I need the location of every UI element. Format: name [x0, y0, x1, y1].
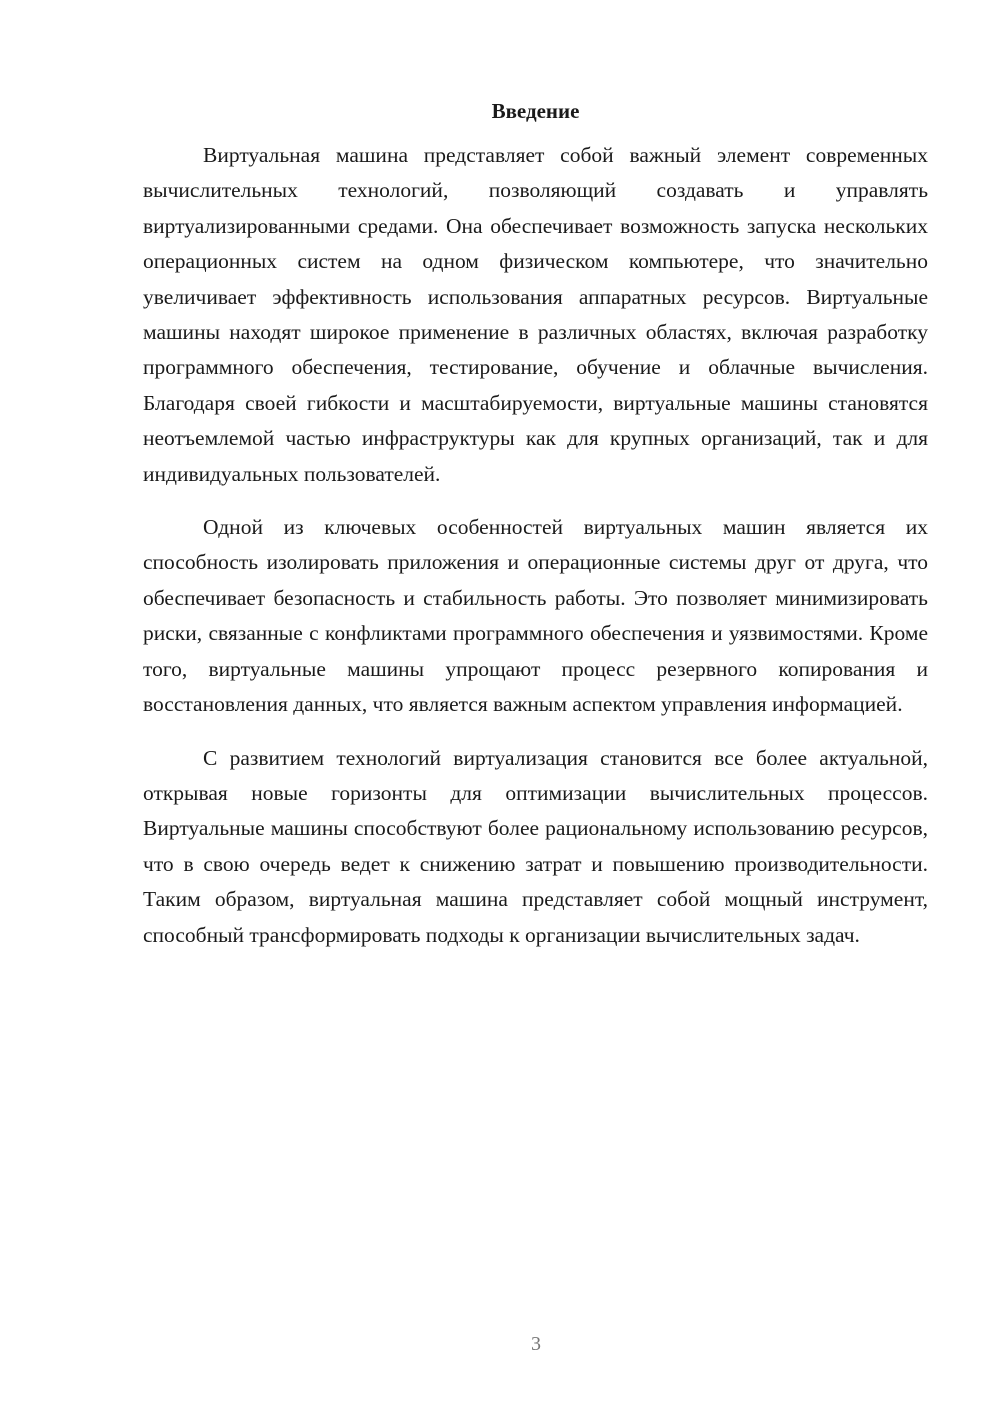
page-number: 3 [531, 1333, 541, 1355]
section-heading: Введение [491, 99, 580, 123]
paragraph-1: Виртуальная машина представляет собой важный элемент современных вычислительных технологий, позволяющий создавать и управлять виртуализированными средами. Она обеспечивает возможность запуска нескольких операционных систем на одном физическом компьютере, что значительно увеличивает эффективность использования аппаратных ресурсов. Виртуальные машины находят широкое применение в различных областях, включая разработку программного обеспечения, тестирование, обучение и облачные вычисления. Благодаря своей гибкости и масштабируемости, виртуальные машины становятся неотъемлемой частью инфраструктуры как для крупных организаций, так и для индивидуальных пользователей. [143, 143, 928, 486]
paragraph-2: Одной из ключевых особенностей виртуальных машин является их способность изолировать приложения и операционные системы друг от друга, что обеспечивает безопасность и стабильность работы. Это позволяет минимизировать риски, связанные с конфликтами программного обеспечения и уязвимостями. Кроме того, виртуальные машины упрощают процесс резервного копирования и восстановления данных, что является важным аспектом управления информацией. [143, 515, 928, 717]
paragraph-3: С развитием технологий виртуализация становится все более актуальной, открывая новые горизонты для оптимизации вычислительных процессов. Виртуальные машины способствуют более рациональному использованию ресурсов, что в свою очередь ведет к снижению затрат и повышению производительности. Таким образом, виртуальная машина представляет собой мощный инструмент, способный трансформировать подходы к организации вычислительных задач. [143, 745, 928, 947]
document-body [143, 96, 928, 971]
